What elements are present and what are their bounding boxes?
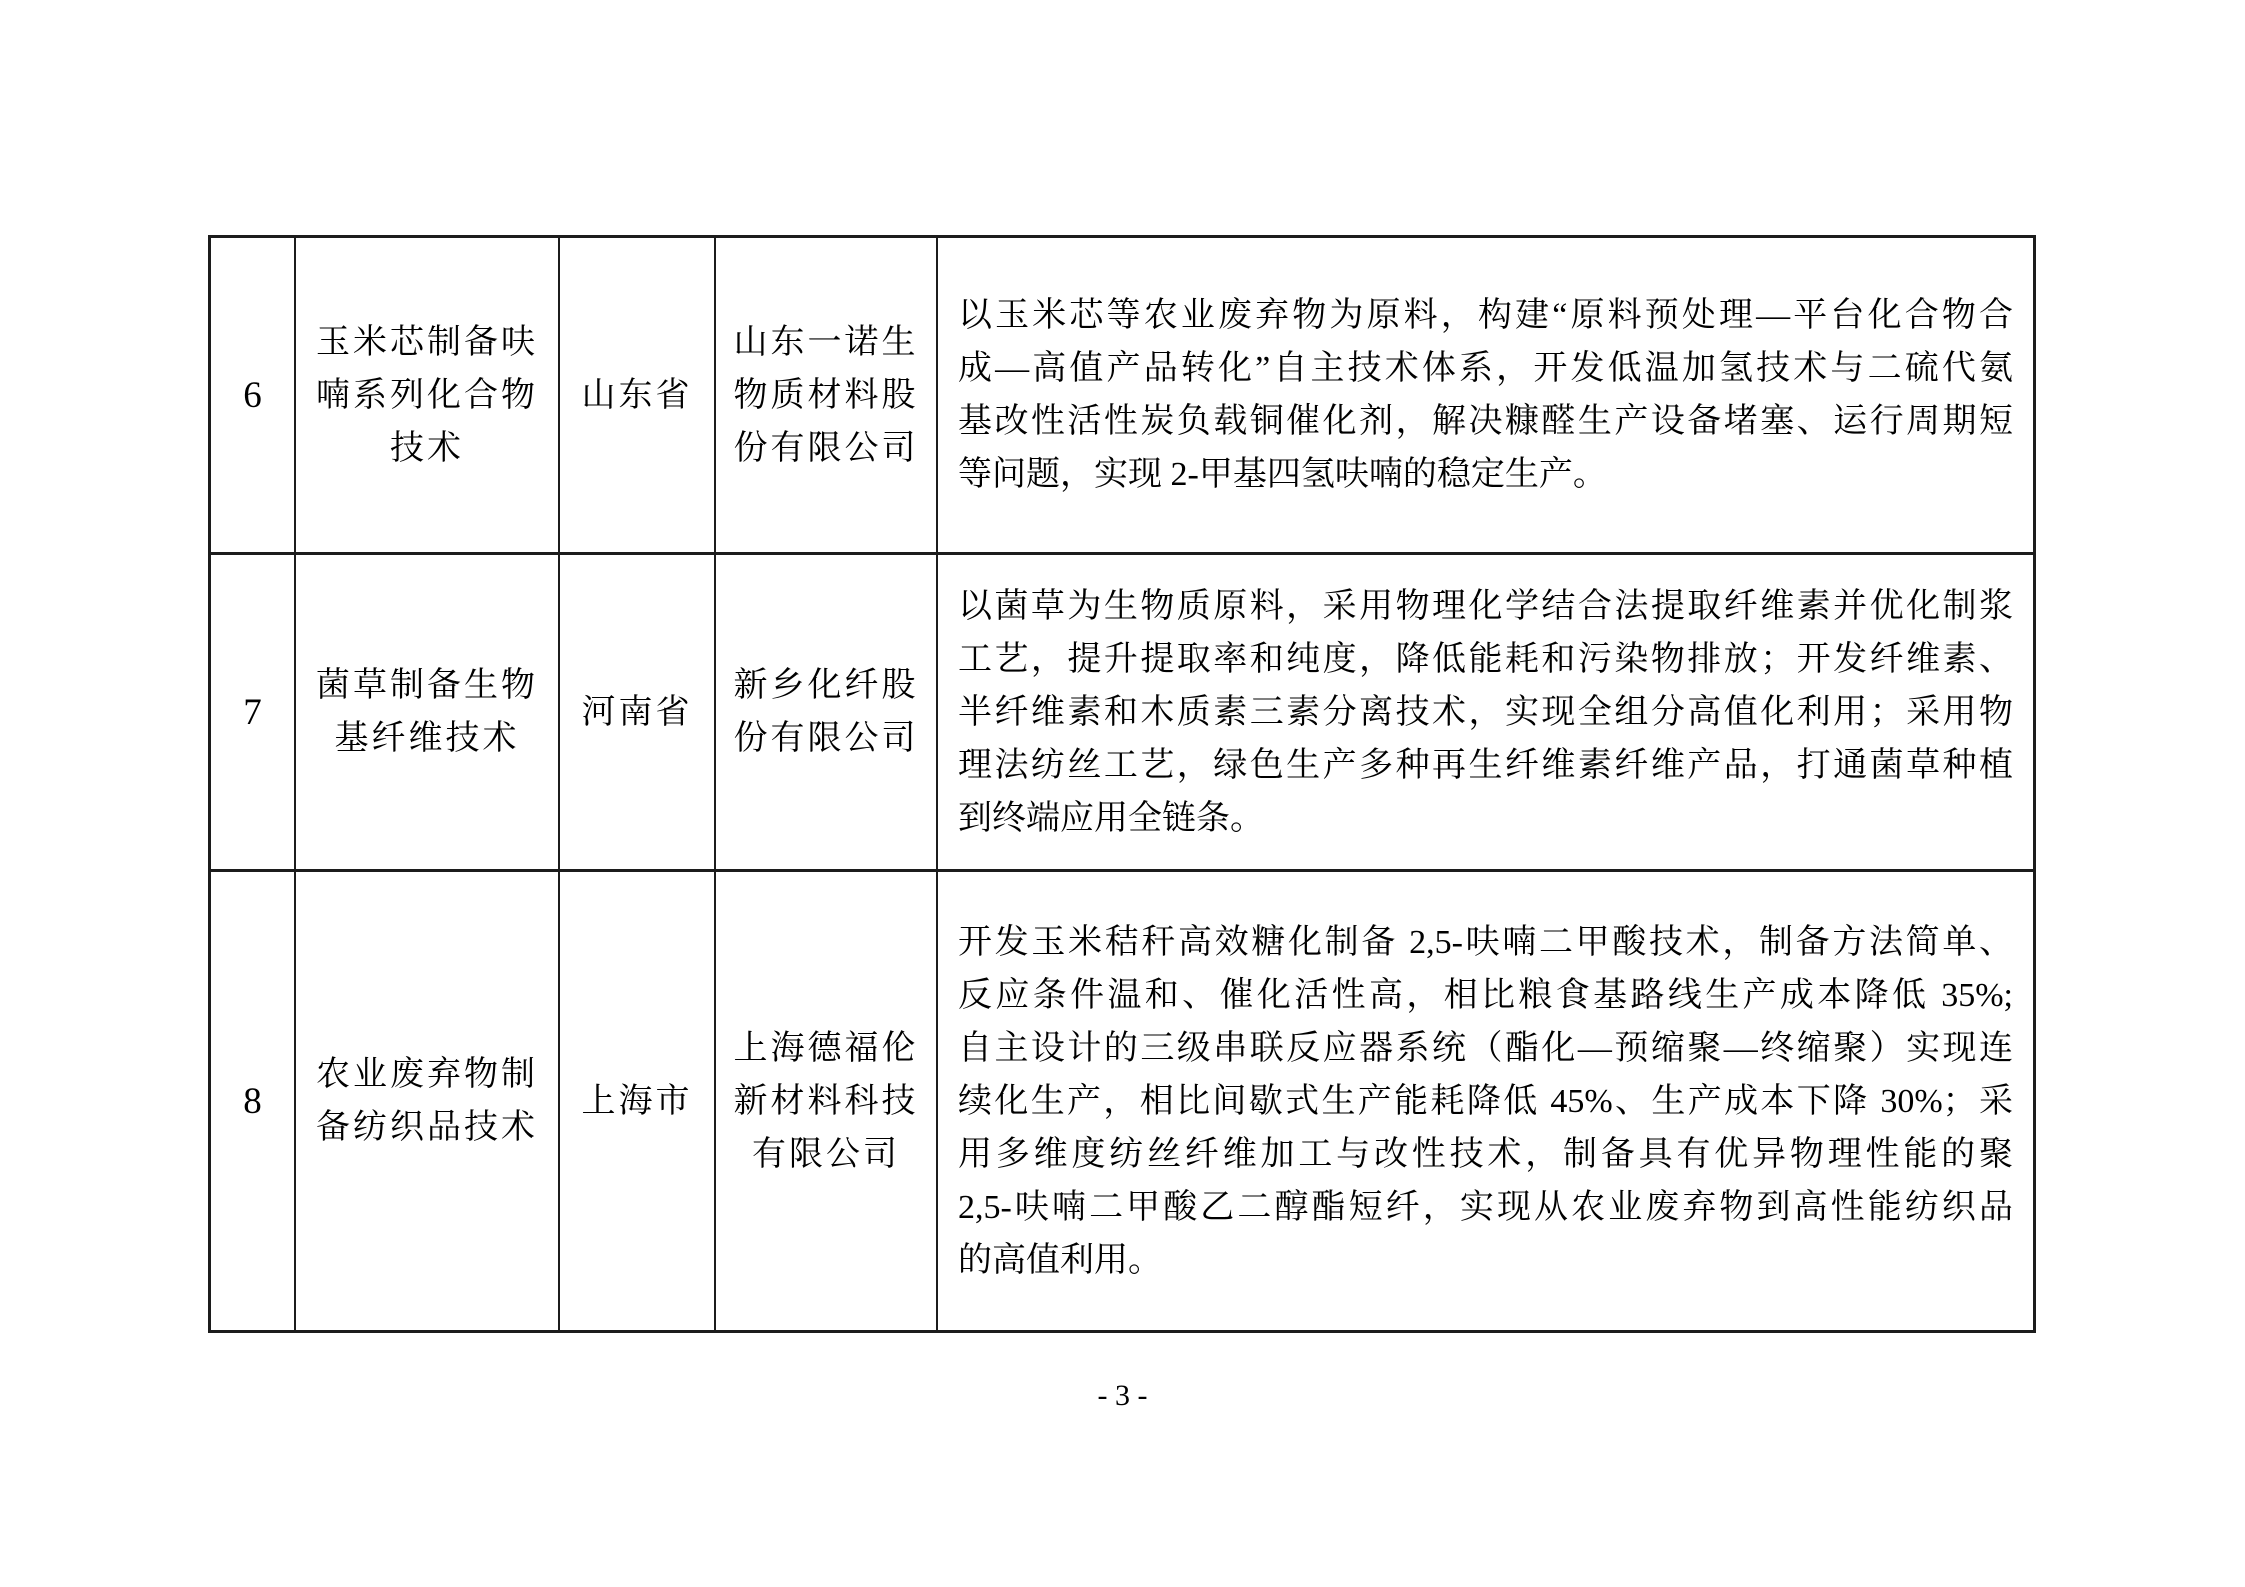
- row-number-cell: [211, 238, 294, 552]
- row-number: 8: [243, 1080, 262, 1122]
- description-cell: [936, 238, 2033, 552]
- description-line: 2,5-呋喃二甲酸乙二醇酯短纤，实现从农业废弃物到高性能纺织品: [958, 1188, 2013, 1226]
- description-line: 理法纺丝工艺，绿色生产多种再生纤维素纤维产品，打通菌草种植: [958, 746, 2013, 784]
- description-line: 工艺，提升提取率和纯度，降低能耗和污染物排放；开发纤维素、: [958, 640, 2013, 678]
- technology-list-table: [208, 235, 2036, 1333]
- tech-name: 菌草制备生物基纤维技术: [316, 667, 538, 757]
- company: 新乡化纤股份有限公司: [733, 667, 919, 757]
- description-line: 成—高值产品转化”自主技术体系，开发低温加氢技术与二硫代氨: [958, 350, 2013, 387]
- table-row: [211, 552, 2033, 869]
- table-row: [211, 869, 2033, 1330]
- description-line: 用多维度纺丝纤维加工与改性技术，制备具有优异物理性能的聚: [958, 1135, 2013, 1173]
- row-number: 6: [243, 374, 262, 416]
- company: 山东一诺生物质材料股份有限公司: [733, 323, 919, 467]
- row-number-cell: [211, 872, 294, 1330]
- description-line: 自主设计的三级串联反应器系统（酯化—预缩聚—终缩聚）实现连: [958, 1029, 2013, 1067]
- description-line: 反应条件温和、催化活性高，相比粮食基路线生产成本降低 35%;: [958, 976, 2013, 1014]
- company-cell: [714, 238, 936, 552]
- description-line: 续化生产，相比间歇式生产能耗降低 45%、生产成本下降 30%；采: [958, 1082, 2013, 1120]
- tech-name-cell: [294, 555, 558, 869]
- description-line: 开发玉米秸秆高效糖化制备 2,5-呋喃二甲酸技术，制备方法简单、: [958, 923, 2013, 961]
- province: 河南省: [581, 693, 693, 731]
- description-cell: [936, 555, 2033, 869]
- table-row: [211, 238, 2033, 552]
- province-cell: [558, 238, 714, 552]
- page-number: - 3 -: [1097, 1379, 1148, 1412]
- tech-name: 玉米芯制备呋喃系列化合物技术: [316, 323, 538, 467]
- description-line: 的高值利用。: [958, 1241, 1162, 1279]
- company-cell: [714, 555, 936, 869]
- province: 山东省: [581, 376, 693, 414]
- company: 上海德福伦新材料科技有限公司: [733, 1029, 919, 1173]
- company-cell: [714, 872, 936, 1330]
- province: 上海市: [581, 1082, 693, 1120]
- description-cell: [936, 872, 2033, 1330]
- row-number-cell: [211, 555, 294, 869]
- row-number: 7: [243, 691, 262, 733]
- province-cell: [558, 555, 714, 869]
- description-line: 以菌草为生物质原料，采用物理化学结合法提取纤维素并优化制浆: [958, 587, 2013, 625]
- description-line: 以玉米芯等农业废弃物为原料，构建“原料预处理—平台化合物合: [958, 297, 2013, 334]
- description-line: 半纤维素和木质素三素分离技术，实现全组分高值化利用；采用物: [958, 693, 2013, 731]
- description-line: 等问题，实现 2-甲基四氢呋喃的稳定生产。: [958, 456, 1607, 493]
- tech-name-cell: [294, 238, 558, 552]
- description-line: 到终端应用全链条。: [958, 799, 1264, 837]
- description-line: 基改性活性炭负载铜催化剂，解决糠醛生产设备堵塞、运行周期短: [958, 403, 2013, 440]
- province-cell: [558, 872, 714, 1330]
- tech-name-cell: [294, 872, 558, 1330]
- tech-name: 农业废弃物制备纺织品技术: [316, 1056, 538, 1146]
